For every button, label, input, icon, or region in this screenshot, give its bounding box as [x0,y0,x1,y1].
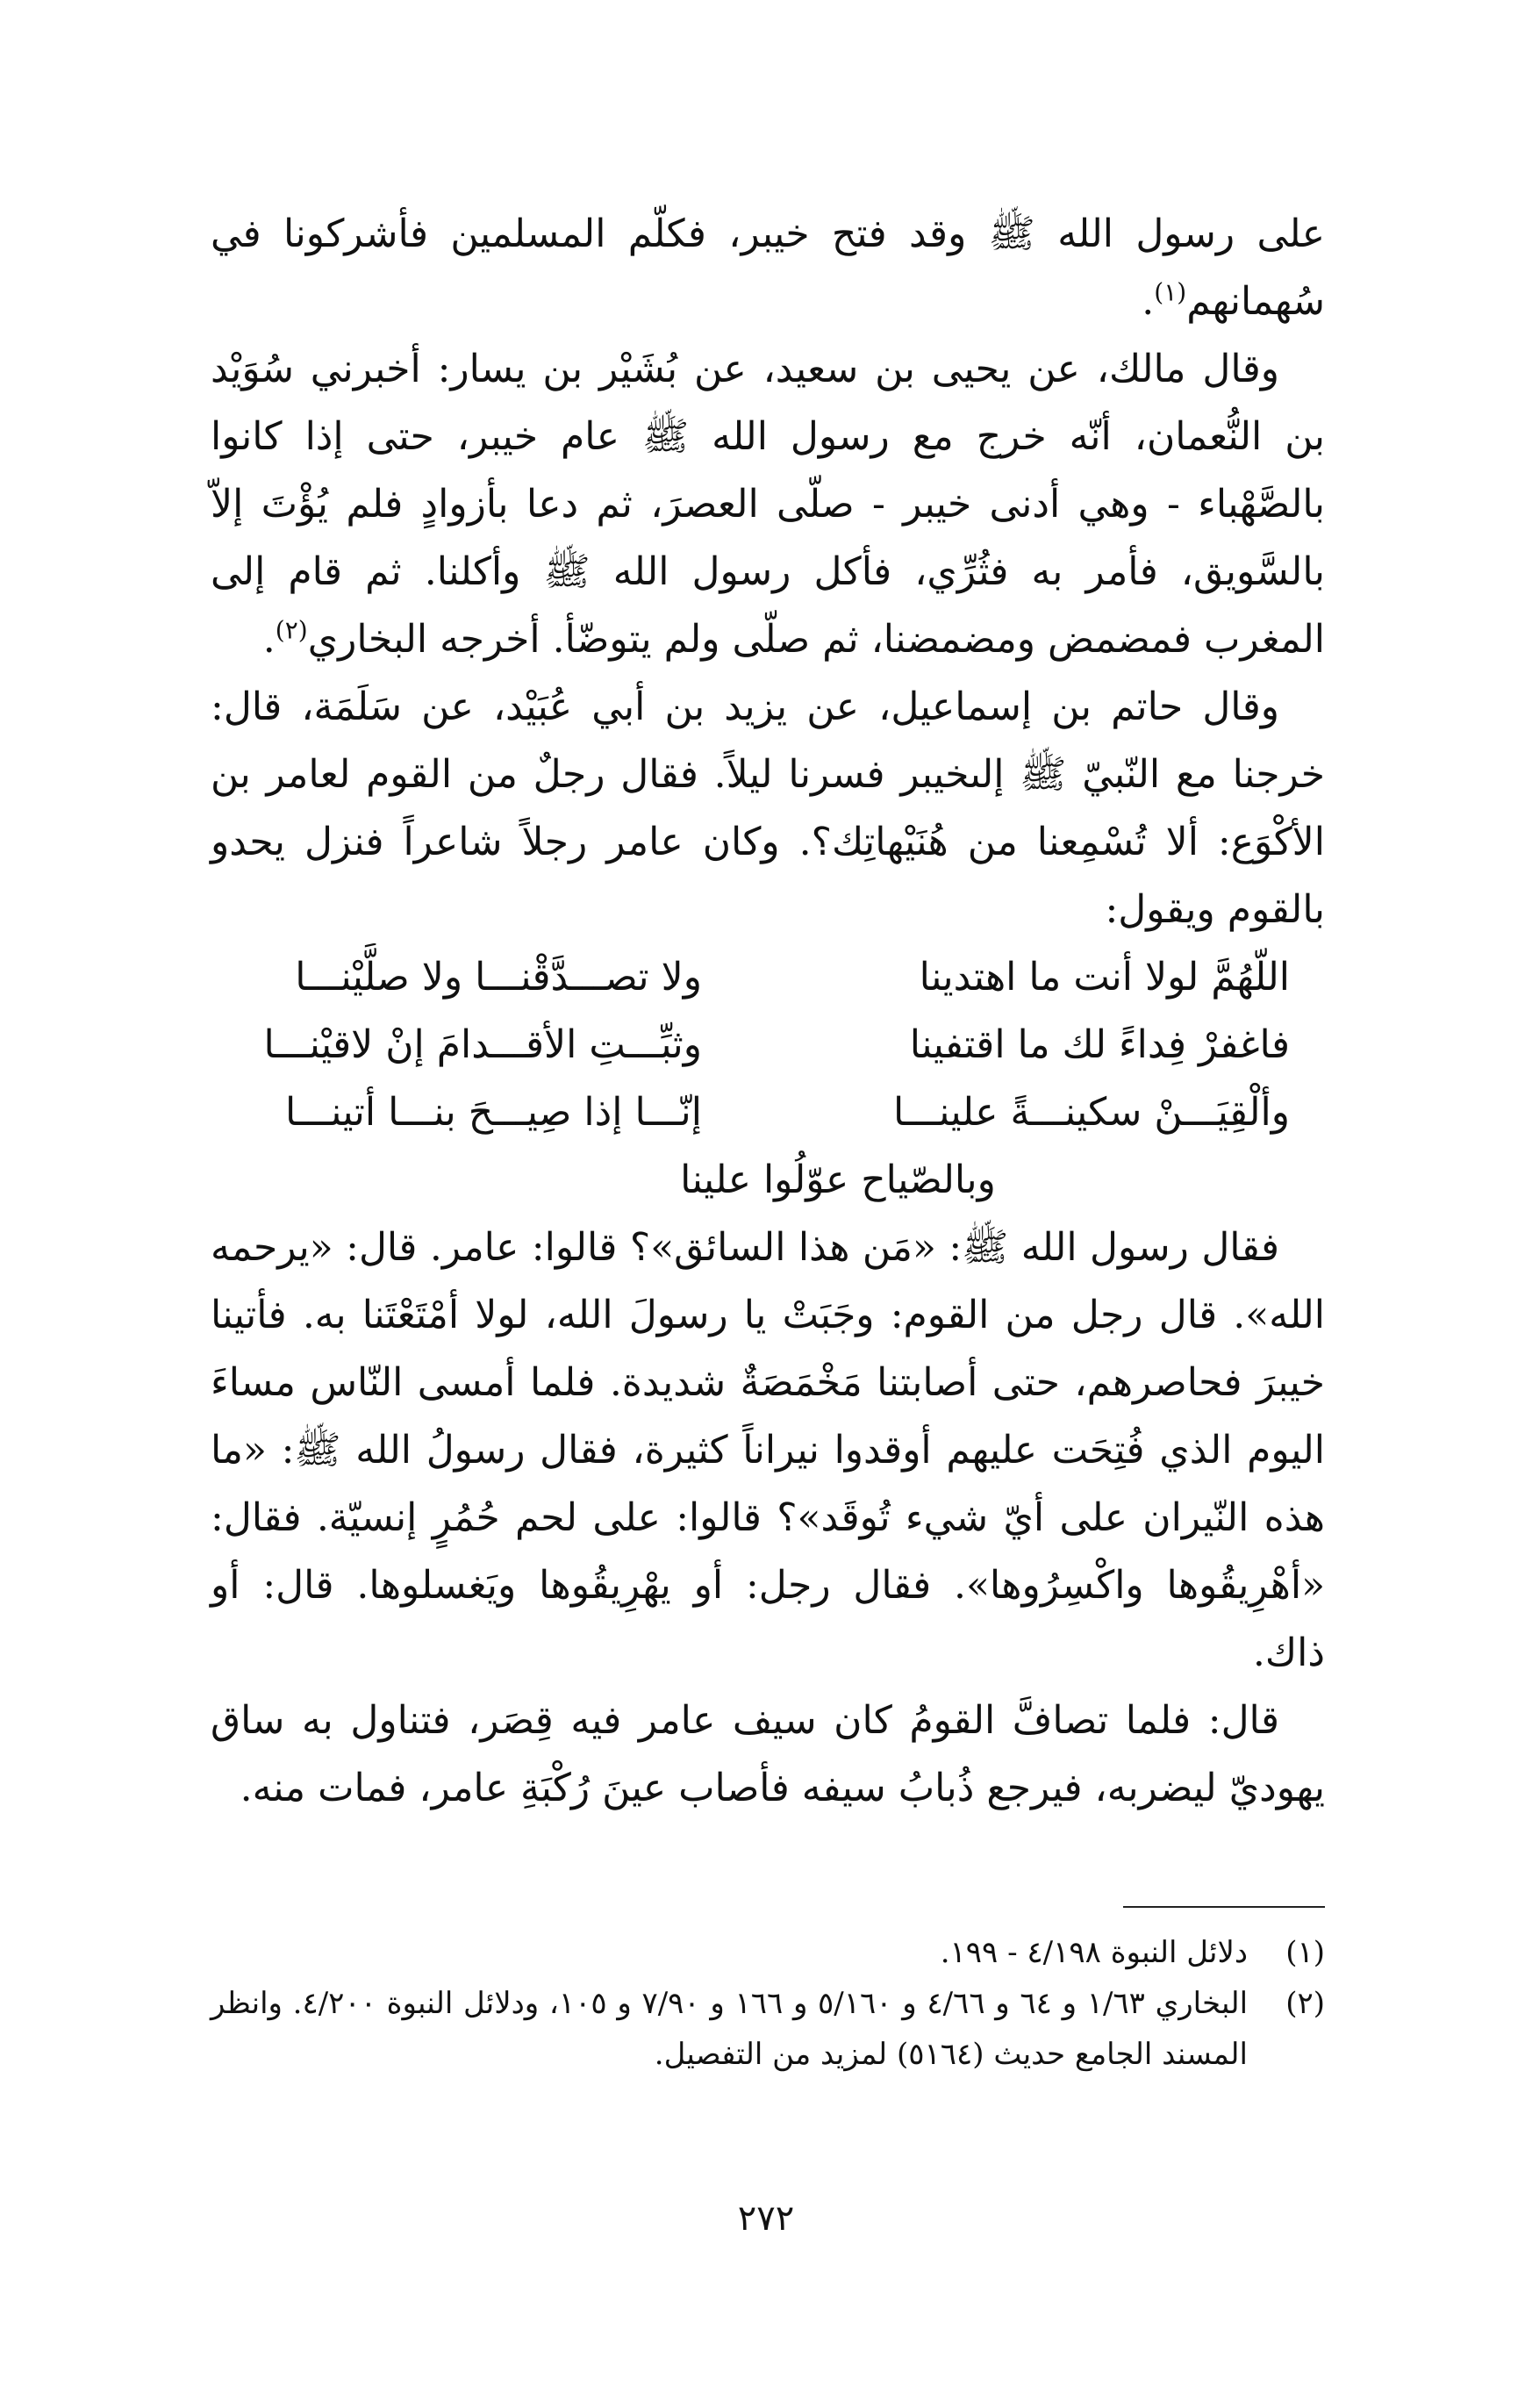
poem-verse-2-second-half: وثبِّـــتِ الأقـــدامَ إنْ لاقيْنـــا [263,1022,702,1067]
footnote-1-text: دلائل النبوة ٤/١٩٨ - ١٩٩. [940,1935,1248,1970]
paragraph-2-end: . [262,617,276,662]
footnote-1-number: (١) [1285,1935,1325,1970]
paragraph-3: وقال حاتم بن إسماعيل، عن يزيد بن أبي عُبَيْد، عن سَلَمَة، قال: خرجنا مع النّبيّ ﷺ إلىخيبر فسرنا ليلاً. فقال رجلٌ من القوم لعامر بن الأكْوَع: ألا تُسْمِعنا من هُنَيْهاتِك؟. وكان عامر رجلاً شاعراً فنزل يحدو بالقوم ويقول: [211,684,1325,932]
poem-verse-1 [211,943,1325,1011]
footnote-ref-2[interactable]: (٢) [275,615,308,645]
footnote-1 [211,1927,1325,1978]
footnote-divider [1123,1906,1325,1908]
paragraph-1-text: على رسول الله ﷺ وقد فتح خيبر، فكلّم المسلمين فأشركونا في سُهمانهم [211,211,1325,324]
poem-verse-3-second-half: إنّـــا إذا صِيـــحَ بنـــا أتينـــا [285,1090,702,1135]
poem-verse-1-second-half: ولا تصـــدَّقْنـــا ولا صلَّيْنـــا [295,955,702,1000]
paragraph-4: فقال رسول الله ﷺ: «مَن هذا السائق»؟ قالوا: عامر. قال: «يرحمه الله». قال رجل من القوم: وجَبَتْ يا رسولَ الله، لولا أمْتَعْتَنا به. فأتينا خيبرَ فحاصرهم، حتى أصابتنا مَخْمَصَةٌ شديدة. فلما أمسى النّاس مساءَ اليوم الذي فُتِحَت عليهم أوقدوا نيراناً كثيرة، فقال رسولُ الله ﷺ: «ما هذه النّيران على أيّ شيء تُوقَد»؟ قالوا: على لحم حُمُرٍ إنسيّة. فقال: «أهْرِيقُوها واكْسِرُوها». فقال رجل: أو يهْرِيقُوها ويَغسلوها. قال: أو ذاك. [211,1225,1325,1675]
paragraph-2-text: وقال مالك، عن يحيى بن سعيد، عن بُشَيْر بن يسار: أخبرني سُوَيْد بن النُّعمان، أنّه خرج مع رسول الله ﷺ عام خيبر، حتى إذا كانوا بالصَّهْباء - وهي أدنى خيبر - صلّى العصرَ، ثم دعا بأزوادٍ فلم يُؤْتَ إلاّ بالسَّويق، فأمر به فثُرِّي، فأكل رسول الله ﷺ وأكلنا. ثم قام إلى المغرب فمضمض ومضمضنا، ثم صلّى ولم يتوضّأ. أخرجه البخاري [211,347,1325,662]
poem-verse-3-first-half: وألْقِيَـــنْ سكينـــةً علينـــا [893,1090,1290,1135]
footnote-2-text: البخاري ١/٦٣ و ٦٤ و ٤/٦٦ و ٥/١٦٠ و ١٦٦ و ٧/٩٠ و ١٠٥، ودلائل النبوة ٤/٢٠٠. وانظر المسند الجامع حديث (٥١٦٤) لمزيد من التفصيل. [211,1986,1249,2072]
footnote-ref-1[interactable]: (١) [1154,277,1187,307]
poem-verse-2 [211,1011,1325,1079]
poem [211,943,1325,1214]
poem-final-line: وبالصّياح عوّلُوا علينا [680,1157,996,1202]
main-text [211,200,1325,1822]
page-number: ٢٧٢ [737,2198,795,2239]
footnotes [211,1927,1325,2080]
paragraph-2 [211,335,1325,673]
poem-verse-3 [211,1079,1325,1146]
footnote-2-number: (٢) [1285,1986,1325,2021]
poem-verse-1-first-half: اللّهُمَّ لولا أنت ما اهتدينا [919,955,1290,1000]
footnote-2 [211,1978,1325,2080]
paragraph-1 [211,200,1325,335]
poem-verse-2-first-half: فاغفرْ فِداءً لك ما اقتفينا [909,1022,1290,1067]
paragraph-5: قال: فلما تصافَّ القومُ كان سيف عامر فيه قِصَر، فتناول به ساق يهوديّ ليضربه، فيرجع ذُبابُ سيفه فأصاب عينَ رُكْبَةِ عامر، فمات منه. [211,1698,1325,1810]
paragraph-1-end: . [1142,279,1155,324]
